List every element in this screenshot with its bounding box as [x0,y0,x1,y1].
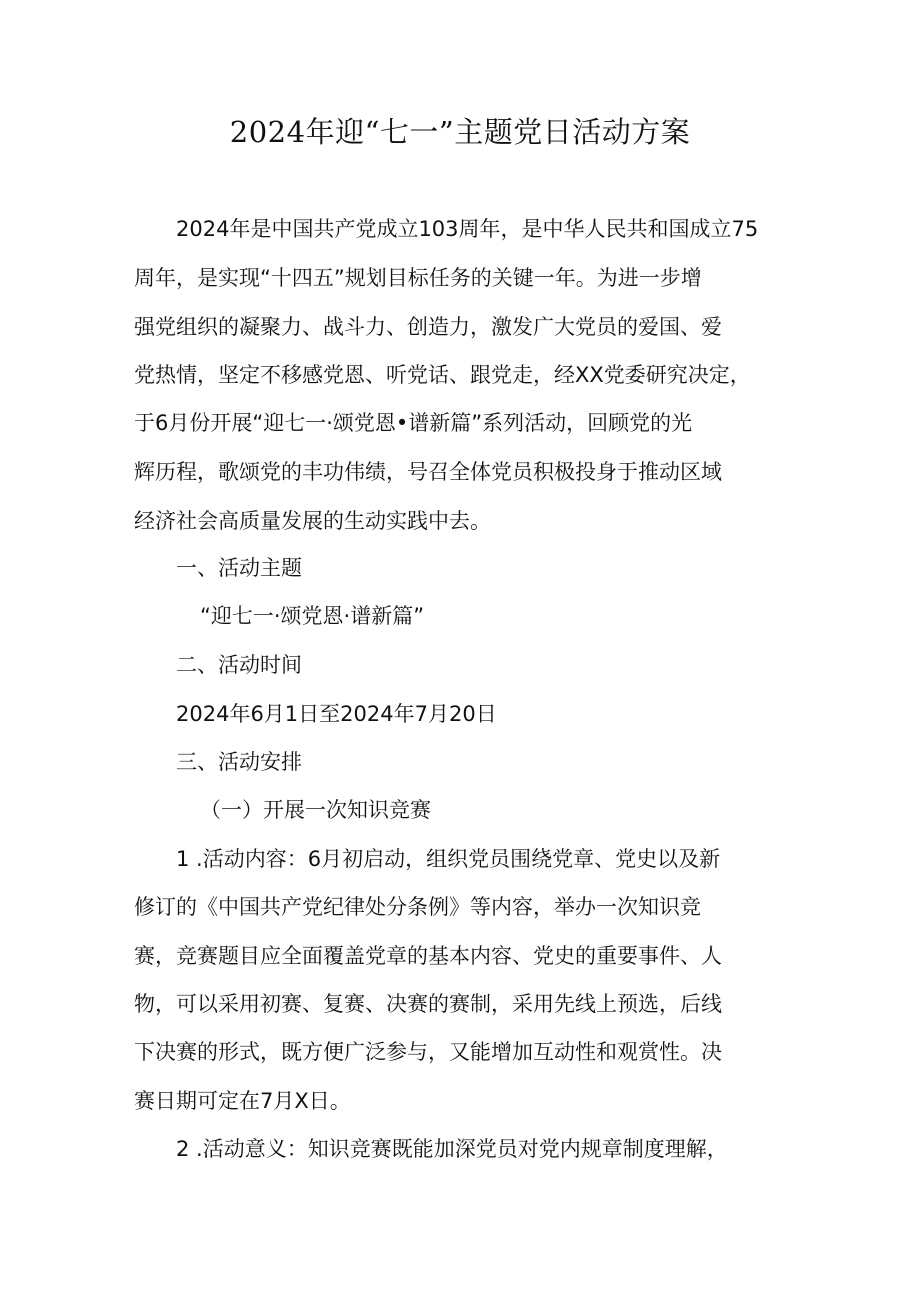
section-heading-arrangement: 三、活动安排 [176,750,302,774]
item1-line-1: 1 .活动内容：6月初启动，组织党员围绕党章、党史以及新 [176,847,721,871]
item1-line-2: 修订的《中国共产党纪律处分条例》等内容，举办一次知识竞 [134,895,701,919]
item1-line-3: 赛，竞赛题目应全面覆盖党章的基本内容、党史的重要事件、人 [134,944,722,968]
item1-line-5: 下决赛的形式，既方便广泛参与，又能增加互动性和观赏性。决 [134,1040,722,1064]
intro-line-6: 辉历程，歌颂党的丰功伟绩，号召全体党员积极投身于推动区域 [134,460,722,484]
intro-line-3: 强党组织的凝聚力、战斗力、创造力，激发广大党员的爱国、爱 [134,315,722,339]
intro-line-2: 周年，是实现“十四五”规划目标任务的关键一年。为进一步增 [134,266,702,290]
intro-line-7: 经济社会高质量发展的生动实践中去。 [134,509,491,533]
section-heading-theme: 一、活动主题 [176,556,302,580]
intro-line-4: 党热情，坚定不移感党恩、听党话、跟党走，经XX党委研究决定， [134,363,751,387]
section-heading-time: 二、活动时间 [176,653,302,677]
theme-text: “迎七一·颂党恩·谱新篇” [200,604,425,628]
item1-line-4: 物，可以采用初赛、复赛、决赛的赛制，采用先线上预选，后线 [134,992,722,1016]
item1-line-6: 赛日期可定在7月X日。 [134,1089,351,1113]
intro-line-5: 于6月份开展“迎七一·颂党恩•谱新篇”系列活动，回顾党的光 [134,411,693,435]
time-text: 2024年6月1日至2024年7月20日 [176,702,497,726]
document-title: 2024年迎“七一”主题党日活动方案 [229,115,691,149]
subsection-heading-quiz: （一）开展一次知识竞赛 [200,798,431,822]
intro-line-1: 2024年是中国共产党成立103周年，是中华人民共和国成立75 [176,217,759,241]
item2-line-1: 2 .活动意义：知识竞赛既能加深党员对党内规章制度理解， [176,1137,728,1161]
